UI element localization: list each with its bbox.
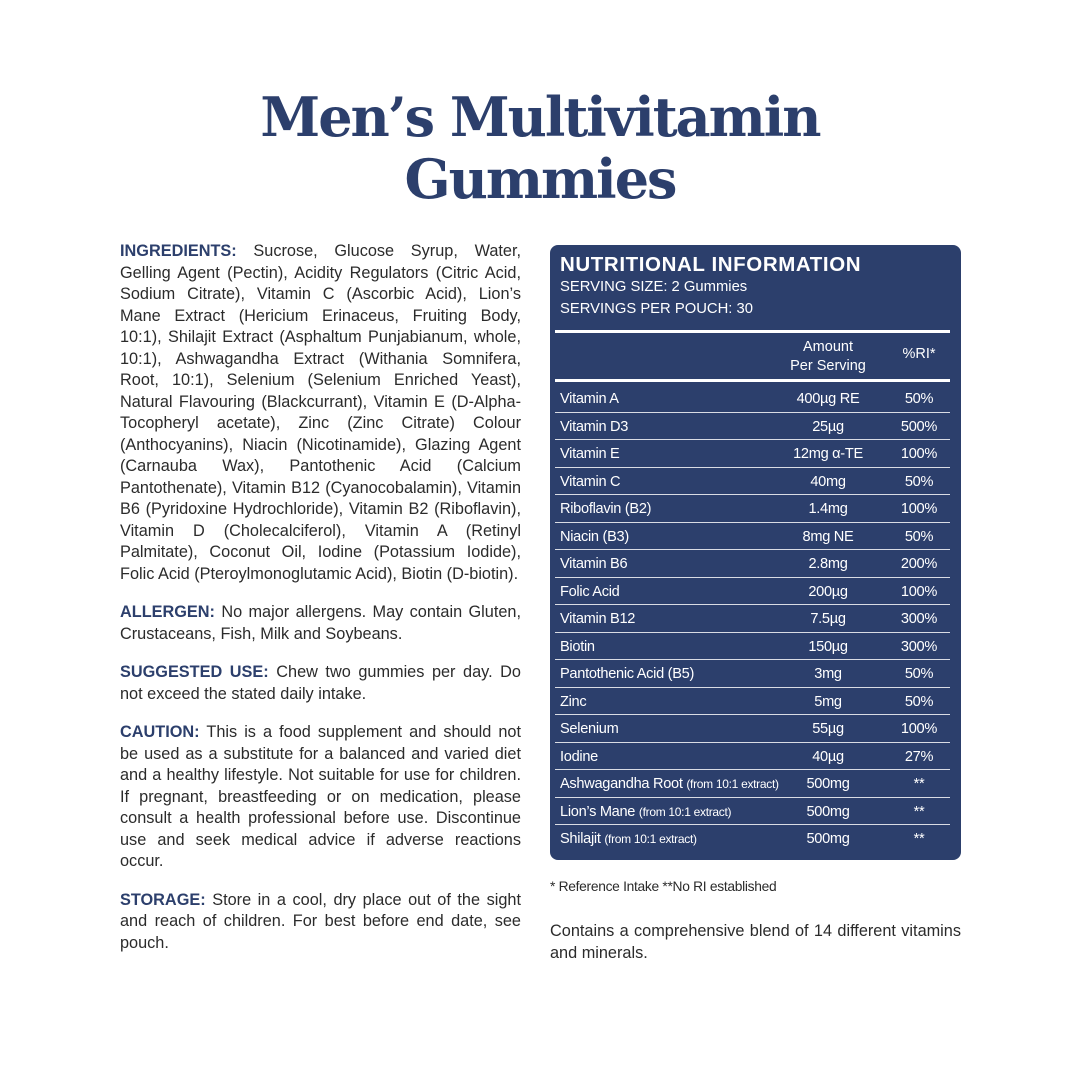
nutrient-amount: 500mg — [806, 803, 850, 820]
caution-section — [120, 722, 521, 873]
nutrient-ri: ** — [913, 776, 925, 792]
column-header-ri: %RI* — [902, 346, 936, 362]
nutrition-title: NUTRITIONAL INFORMATION — [560, 253, 862, 276]
nutrient-amount: 1.4mg — [808, 501, 848, 517]
nutrient-amount: 500mg — [806, 831, 850, 847]
nutrient-amount: 500mg — [806, 776, 850, 792]
nutrient-name: Folic Acid — [560, 583, 620, 600]
nutrient-amount: 40mg — [810, 473, 846, 490]
nutrient-name: Vitamin C — [560, 473, 621, 490]
nutrient-amount: 55µg — [812, 721, 844, 737]
nutrient-ri: 50% — [904, 391, 934, 407]
ingredients-label: INGREDIENTS: — [120, 242, 237, 260]
nutrient-row — [555, 468, 950, 496]
nutrient-amount: 3mg — [814, 666, 842, 682]
nutrient-ri: 300% — [900, 611, 938, 627]
allergen-section — [120, 602, 521, 645]
nutrient-ri: 200% — [900, 556, 938, 572]
nutrient-row — [555, 495, 950, 523]
nutrient-name: Pantothenic Acid (B5) — [560, 666, 695, 682]
nutrient-amount: 2.8mg — [808, 556, 848, 572]
nutrient-ri: ** — [913, 831, 925, 847]
title-line-2: Gummies — [404, 147, 676, 211]
nutrient-name: Biotin — [560, 638, 595, 655]
nutrient-ri: 50% — [904, 666, 934, 682]
nutrient-name: Zinc — [560, 693, 587, 710]
extract-note: (from 10:1 extract) — [604, 832, 697, 846]
ingredients-text: Sucrose, Glucose Syrup, Water, Gelling Agent (Pectin), Acidity Regulators (Citric Acid, Sodium Citrate), Vitamin C (Ascorbic Acid), Lion’s Mane Extract (Hericium Erinaceus, Fruiting Body, 10:1), Shilajit Extract (Asphaltum Punjabianum, whole, 10:1), Ashwagandha Extract (Withania Somnifera, Root, 10:1), Selenium (Selenium Enriched Yeast), Natural Flavouring (Blackcurrant), Vitamin E (D-Alpha-Tocopheryl acetate), Zinc (Zinc Citrate) Colour (Anthocyanins), Niacin (Nicotinamide), Glazing Agent (Carnauba Wax), Pantothenic Acid (Calcium Pantothenate), Vitamin B12 (Cyanocobalamin), Vitamin B6 (Pyridoxine Hydrochloride), Vitamin B2 (Riboflavin), Vitamin D (Cholecalciferol), Vitamin A (Retinyl Palmitate), Coconut Oil, Iodine (Potassium Iodide), Folic Acid (Pteroylmonoglutamic Acid), Biotin (D-biotin). — [120, 242, 522, 583]
nutrient-row — [555, 440, 950, 468]
nutrient-amount: 200µg — [808, 583, 848, 600]
nutrient-name: Vitamin B12 — [560, 611, 636, 627]
title-line-1: Men’s Multivitamin — [260, 85, 820, 149]
nutrient-name: Ashwagandha Root (from 10:1 extract) — [560, 776, 779, 792]
nutrient-row — [555, 578, 950, 606]
amount-header-line-1: Amount — [803, 339, 853, 355]
nutrient-ri: 500% — [900, 418, 938, 435]
nutrient-ri: 100% — [900, 501, 938, 517]
ingredients-section — [120, 241, 521, 585]
column-header-amount — [768, 338, 888, 376]
product-details — [120, 241, 521, 954]
nutrient-row — [555, 660, 950, 688]
nutrient-ri: 27% — [904, 748, 934, 765]
header-divider-top — [555, 330, 950, 333]
nutrient-ri: 100% — [900, 446, 938, 462]
nutrient-amount: 12mg α-TE — [793, 446, 863, 462]
contains-statement: Contains a comprehensive blend of 14 different vitamins and minerals. — [550, 922, 961, 962]
nutrient-name: Vitamin B6 — [560, 556, 628, 572]
nutrient-row — [555, 798, 950, 826]
nutrient-name: Iodine — [560, 748, 598, 765]
storage-text: Store in a cool, dry place out of the sight and reach of children. For best before end date, see pouch. — [120, 890, 521, 952]
nutrient-row — [555, 715, 950, 743]
nutrient-row — [555, 743, 950, 771]
storage-label: STORAGE: — [120, 890, 206, 909]
allergen-label: ALLERGEN: — [120, 603, 215, 621]
nutrient-name: Lion’s Mane (from 10:1 extract) — [560, 803, 732, 820]
nutrition-panel — [550, 245, 961, 860]
nutrient-ri: ** — [913, 803, 925, 820]
nutrient-row — [555, 605, 950, 633]
nutrient-row — [555, 385, 950, 413]
nutrient-ri: 50% — [904, 528, 934, 545]
serving-size: SERVING SIZE: 2 Gummies — [560, 279, 748, 295]
nutrient-ri: 50% — [904, 473, 934, 490]
servings-per-pouch: SERVINGS PER POUCH: 30 — [560, 301, 753, 317]
nutrient-ri: 100% — [900, 583, 938, 600]
nutrient-row — [555, 523, 950, 551]
nutrient-name: Vitamin E — [560, 446, 620, 462]
nutrient-name: Vitamin D3 — [560, 418, 629, 435]
nutrient-ri: 100% — [900, 721, 938, 737]
nutrient-name: Niacin (B3) — [560, 528, 629, 545]
extract-note: (from 10:1 extract) — [686, 777, 779, 791]
extract-note: (from 10:1 extract) — [638, 804, 732, 819]
page-title — [0, 86, 1080, 210]
reference-intake-footnote: * Reference Intake **No RI established — [550, 879, 777, 894]
allergen-text: No major allergens. May contain Gluten, Crustaceans, Fish, Milk and Soybeans. — [120, 603, 521, 643]
nutrient-amount: 400µg RE — [796, 391, 860, 407]
nutrient-row — [555, 825, 950, 853]
nutrient-ri: 300% — [900, 638, 938, 655]
nutrient-name: Selenium — [560, 721, 619, 737]
nutrient-amount: 25µg — [812, 418, 844, 435]
header-divider-bottom — [555, 379, 950, 382]
nutrient-amount: 7.5µg — [810, 611, 846, 627]
nutrient-ri: 50% — [904, 693, 934, 710]
storage-section — [120, 890, 521, 955]
suggested-use-label: SUGGESTED USE: — [120, 663, 269, 681]
nutrient-row — [555, 633, 950, 661]
nutrient-name: Shilajit (from 10:1 extract) — [560, 831, 697, 847]
nutrient-amount: 40µg — [812, 748, 844, 765]
caution-text: This is a food supplement and should not be used as a substitute for a balanced and varied diet and a healthy lifestyle. Not suitable for use for children. If pregnant, breastfeeding or on medication, please consult a health professional before use. Discontinue use and seek medical advice if adverse reactions occur. — [120, 723, 522, 870]
nutrient-name: Riboflavin (B2) — [560, 501, 652, 517]
nutrient-row — [555, 413, 950, 441]
nutrient-name: Vitamin A — [560, 391, 619, 407]
suggested-use-section — [120, 662, 521, 705]
suggested-use-text: Chew two gummies per day. Do not exceed the stated daily intake. — [120, 663, 521, 703]
amount-header-line-2: Per Serving — [790, 358, 866, 374]
nutrient-row — [555, 688, 950, 716]
nutrient-amount: 150µg — [808, 638, 848, 655]
caution-label: CAUTION: — [120, 723, 200, 741]
nutrient-amount: 5mg — [814, 693, 842, 710]
nutrient-amount: 8mg NE — [802, 528, 854, 545]
nutrient-row — [555, 770, 950, 798]
nutrient-row — [555, 550, 950, 578]
